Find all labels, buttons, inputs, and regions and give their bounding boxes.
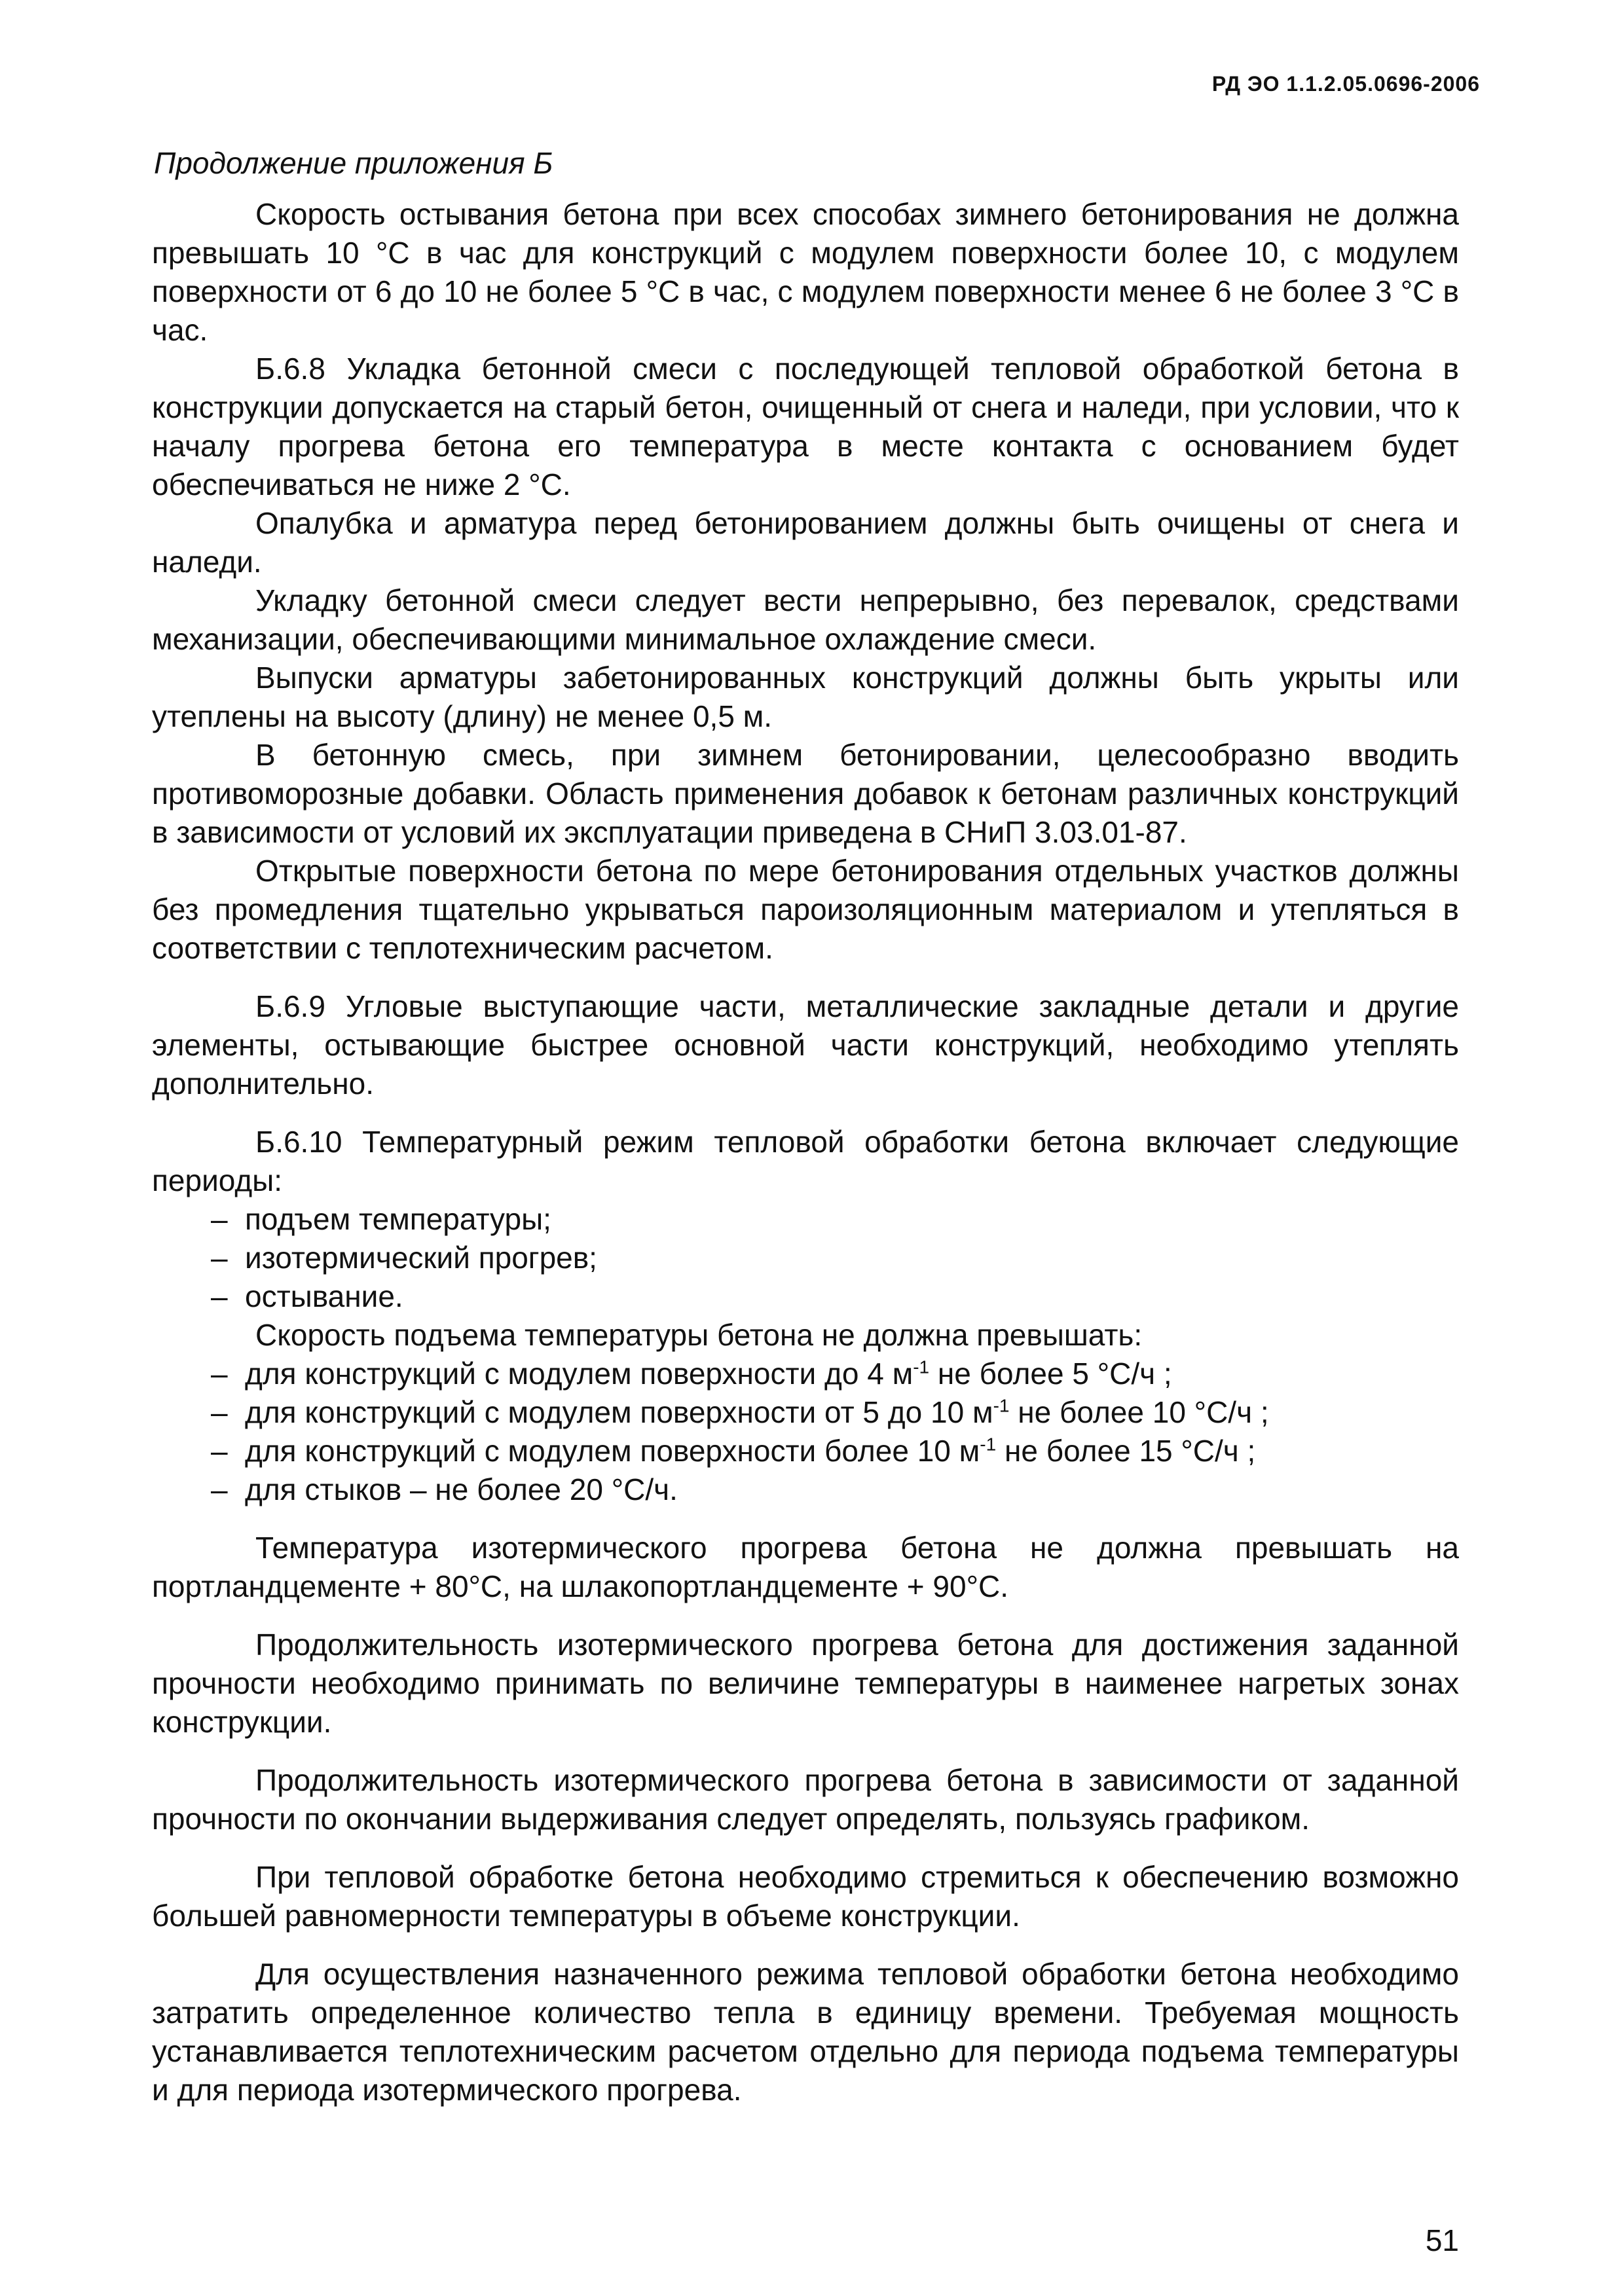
paragraph-b-6-9: Б.6.9 Угловые выступающие части, металлические закладные детали и другие элементы, остывающие быстрее основной части конструкций, необходимо утеплять дополнительно.: [152, 989, 1459, 1101]
paragraph-isothermal-duration: Продолжительность изотермического прогрева бетона для достижения заданной прочности необходимо принимать по величине температуры в наименее нагретых зонах конструкции.: [152, 1628, 1459, 1739]
list-item: – подъем температуры;: [211, 1202, 551, 1236]
paragraph-rate-intro: Скорость подъема температуры бетона не должна превышать:: [255, 1318, 1143, 1352]
paragraph-isothermal-temperature: Температура изотермического прогрева бетона не должна превышать на портландцементе + 80°С, на шлакопортландцементе + 90°С.: [152, 1531, 1459, 1603]
paragraph-uniformity: При тепловой обработке бетона необходимо стремиться к обеспечению возможно большей равномерности температуры в объеме конструкции.: [152, 1860, 1459, 1933]
document-code: РД ЭО 1.1.2.05.0696-2006: [1211, 72, 1480, 96]
periods-list: [152, 1200, 1459, 1316]
paragraph-antifreeze-admixtures: В бетонную смесь, при зимнем бетонировании, целесообразно вводить противоморозные добавки. Область применения добавок к бетонам различных конструкций в зависимости от условий их эксплуатации приведена в СНиП 3.03.01-87.: [152, 738, 1459, 849]
paragraph-b-6-8: Б.6.8 Укладка бетонной смеси с последующей тепловой обработкой бетона в конструкции допускается на старый бетон, очищенный от снега и наледи, при условии, что к началу прогрева бетона его температура в месте контакта с основанием будет обеспечиваться не ниже 2 °С.: [152, 352, 1459, 501]
rates-list: [152, 1355, 1459, 1509]
paragraph-heat-power: Для осуществления назначенного режима тепловой обработки бетона необходимо затратить определенное количество тепла в единицу времени. Требуемая мощность устанавливается теплотехническим расчетом отдельно для периода подъема температуры и для периода изотермического прогрева.: [152, 1957, 1459, 2107]
paragraph-rebar-outlets: Выпуски арматуры забетонированных конструкций должны быть укрыты или утеплены на высоту (длину) не менее 0,5 м.: [152, 661, 1459, 733]
list-item: – для конструкций с модулем поверхности до 4 $м^{-1}$ не более 5 °С/ч ;: [211, 1357, 1172, 1391]
list-item: – остывание.: [211, 1279, 403, 1313]
list-item: – для конструкций с модулем поверхности от 5 до 10 $м^{-1}$ не более 10 °С/ч ;: [211, 1395, 1269, 1429]
list-item: – изотермический прогрев;: [211, 1241, 597, 1275]
paragraph-placing: Укладку бетонной смеси следует вести непрерывно, без перевалок, средствами механизации, обеспечивающими минимальное охлаждение смеси.: [152, 583, 1459, 656]
body-text: [152, 195, 1459, 2109]
appendix-continuation-heading: Продолжение приложения Б: [154, 146, 553, 180]
paragraph-open-surfaces: Открытые поверхности бетона по мере бетонирования отдельных участков должны без промедления тщательно укрываться пароизоляционным материалом и утепляться в соответствии с теплотехническим расчетом.: [152, 854, 1459, 965]
list-item: – для конструкций с модулем поверхности более 10 $м^{-1}$ не более 15 °С/ч ;: [211, 1434, 1256, 1468]
paragraph-cooling-rate: Скорость остывания бетона при всех способах зимнего бетонирования не должна превышать 10 °С в час для конструкций с модулем поверхности более 10, с модулем поверхности от 6 до 10 не более 5 °С в час, с модулем поверхности менее 6 не более 3 °С в час.: [152, 197, 1459, 347]
page-number: 51: [1425, 2223, 1459, 2257]
list-item: – для стыков – не более 20 °С/ч.: [211, 1472, 678, 1506]
paragraph-b-6-10: Б.6.10 Температурный режим тепловой обработки бетона включает следующие периоды:: [152, 1125, 1459, 1197]
paragraph-formwork: Опалубка и арматура перед бетонированием должны быть очищены от снега и наледи.: [152, 506, 1459, 579]
paragraph-duration-graph: Продолжительность изотермического прогрева бетона в зависимости от заданной прочности по окончании выдерживания следует определять, пользуясь графиком.: [152, 1763, 1459, 1836]
